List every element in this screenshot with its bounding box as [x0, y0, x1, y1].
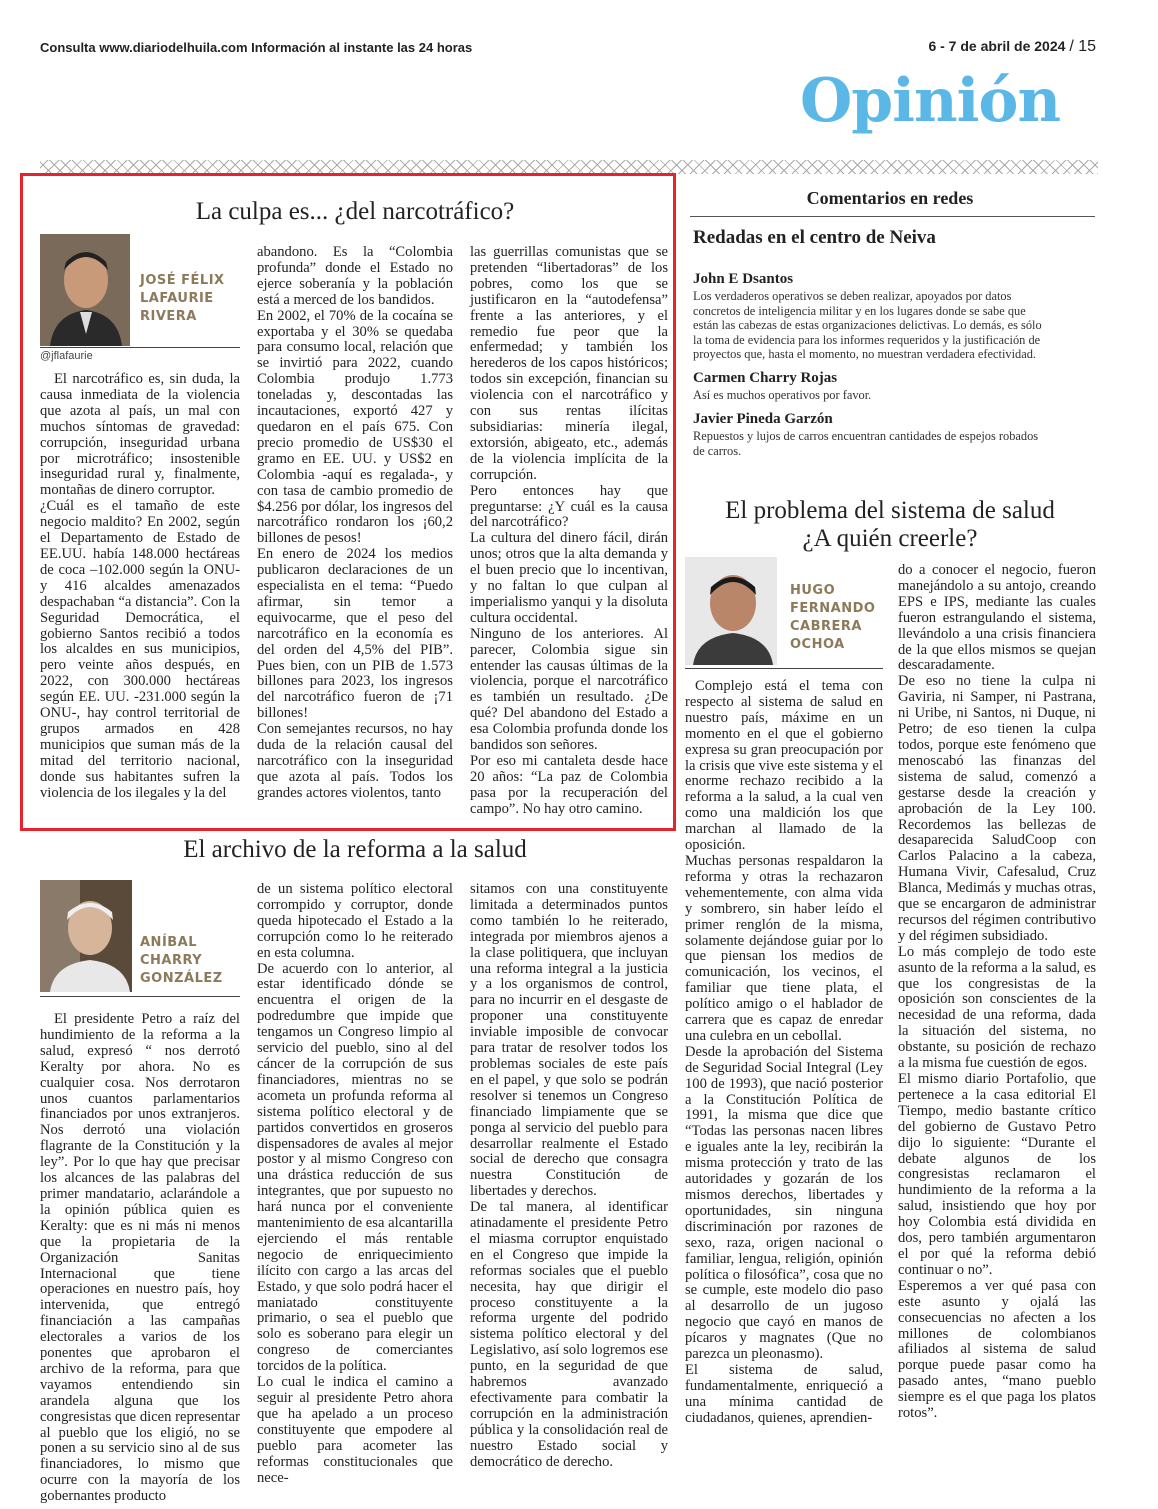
- article3-author: HUGO FERNANDO CABRERA OCHOA: [790, 583, 876, 652]
- section-title: Opinión: [800, 66, 1061, 136]
- divider: [690, 216, 1095, 217]
- divider: [40, 996, 240, 997]
- article3-title: El problema del sistema de salud ¿A quién creerle?: [725, 497, 1055, 552]
- comment-text: Repuestos y lujos de carros encuentran cantidades de espejos robados de carros.: [693, 429, 1039, 458]
- article2-title: El archivo de la reforma a la salud: [183, 836, 527, 863]
- article3-column-1: Complejo está el tema con respecto al sistema de salud en nuestro país, máxime en un momento en el que el gobierno expresa su gran preocupación por la crisis que vive este sistema y el enorme rechazo recibido a la reforma a la salud, a la cual ven como una maldición los que marchan al llamado de la oposición. Muchas personas respaldaron la reforma y otras la rechazaron vehementemente, con alma vida y sombrero, sin haber leído el primer renglón de la misma, solamente dejándose guiar por lo que piensan los medios de comunicación, los vecinos, el familiar que tiene plata, el político amigo o el hablador de carrera que es capaz de enredar una culebra en un cebollal. Desde la aprobación del Sistema de Seguridad Social Integral (Ley 100 de 1993), que nació posterior a la Constitución Política de 1991, la misma que dice que “Todas las personas nacen libres e iguales ante la ley, recibirán la misma protección y trato de las autoridades y gozarán de los mismos derechos, libertades y oportunidades, sin ninguna discriminación por razones de sexo, raza, origen nacional o familiar, lengua, religión, opinión política o filosófica”, cosa que no se cumple, este modelo dio paso al desarrollo de un jugoso negocio que cayó en manos de pícaros y magnates (Que no parezca un pleonasmo). El sistema de salud, fundamentalmente, enriqueció a una mínima cantidad de ciudadanos, quienes, aprendien-: [685, 678, 883, 1426]
- comment-author: John E Dsantos: [693, 271, 794, 287]
- article1-title: La culpa es... ¿del narcotráfico?: [195, 198, 515, 225]
- comment-text: Los verdaderos operativos se deben realizar, apoyados por datos concretos de inteligencia militar y en los lugares donde se sabe que están las cabezas de estas organizaciones delictivas. Lo demás, es sólo la toma de evidencia para los informes requeridos y la justificación de proyectos que, hasta el momento, no muestran verdadera efectividad.: [693, 289, 1042, 362]
- site-tagline: Consulta www.diariodelhuila.com Información al instante las 24 horas: [40, 40, 473, 55]
- decorative-band: [40, 160, 1098, 174]
- comments-headline: Redadas en el centro de Neiva: [693, 227, 936, 248]
- article3-column-2: do a conocer el negocio, fueron manejándolo a su antojo, creando EPS e IPS, mediante las cuales fueron estrangulando el sistema, llevándolo a una crisis financiera de la que ellos mismos se quejan descaradamente. De eso no tiene la culpa ni Gaviria, ni Samper, ni Pastrana, ni Uribe, ni Santos, ni Duque, ni Petro; de eso tienen la culpa todos, porque este fenómeno que menoscabó las finanzas del sistema de salud, comenzó a gestarse desde la creación y aprobación de la Ley 100. Recordemos las bellezas de desaparecida SaludCoop con Carlos Palacino a la cabeza, Humana Vivir, Cafesalud, Cruz Blanca, Medimás y muchas otras, que se encargaron de administrar recursos del régimen contributivo y del régimen subsidiado. Lo más complejo de todo este asunto de la reforma a la salud, es que los congresistas de la oposición son conscientes de la necesidad de una reforma, dada la situación del sistema, no obstante, su posición de rechazo a la misma fue cuestión de egos. El mismo diario Portafolio, que pertenece a la casa editorial El Tiempo, medio bastante crítico del gobierno de Gustavo Petro dijo lo siguiente: “Durante el debate algunos de los congresistas reclamaron el hundimiento de la reforma a la salud, insistiendo que hoy por hoy Colombia está dividida en dos, pero también argumentaron el por qué la reforma debió continuar o no”. Esperemos a ver qué pasa con este asunto y ojalá las consecuencias no afecten a los millones de colombianos afiliados al sistema de salud porque puede pasar como ha pasado antes, “mano pueblo siempre es el que paga los platos rotos”.: [898, 562, 1096, 1422]
- author-photo-lafaurie: [40, 234, 130, 346]
- comment-text: Así es muchos operativos por favor.: [693, 388, 872, 402]
- article2-column-1: El presidente Petro a raíz del hundimiento de la reforma a la salud, expresó “ nos derrotó Keralty por ahora. No es cualquier cosa. Nos derrotaron unos cuantos parlamentarios financiados por unos extranjeros. Nos derrotó una violación flagrante de la Constitución y la ley”. Por lo que hay que precisar los alcances de las palabras del primer mandatario, aclarándole a la opinión pública quien es Keralty: que es ni más ni menos que la propietaria de la Organización Sanitas Internacional que tiene operaciones en nuestro país, hoy intervenida, que entregó financiación a las campañas electorales a varios de los ponentes que aprobaron el archivo de la reforma, para que vayamos entendiendo sin arandela alguna que los congresistas que dicen representar al pueblo que los eligió, no se ponen a su servicio sino al de sus financiadores, lo mismo que ocurre con la mayoría de los gobernantes producto: [40, 1011, 240, 1505]
- article1-column-1: El narcotráfico es, sin duda, la causa inmediata de la violencia que azota al país, un mal con muchos síntomas de gravedad: corrupción, inseguridad urbana por microtráfico; insostenible inseguridad rural y, finalmente, montañas de dinero corruptor. ¿Cuál es el tamaño de este negocio maldito? En 2002, según el Departamento de Estado de EE.UU. había 148.000 hectáreas de coca –102.000 según la ONU- y 416 alcaldes amenazados despachaban “a distancia”. Con la Seguridad Democrática, el gobierno Santos recibió a todos los alcaldes en sus municipios, pero veinte años después, en 2022, con 300.000 hectáreas según EE. UU. -231.000 según la ONU-, hay control territorial de grupos armados en 428 municipios que suman más de la mitad del territorio nacional, donde sus habitantes sufren la violencia de los ilegales y la del: [40, 371, 240, 801]
- author-photo-charry: [40, 880, 132, 992]
- author-handle: @jflafaurie: [40, 350, 93, 362]
- comment-author: Javier Pineda Garzón: [693, 411, 833, 427]
- article1-column-3: las guerrillas comunistas que se pretenden “libertadoras” de los pobres, como los que se justificaron en la “autodefensa” frente a las anteriores, y el remedio fue peor que la enfermedad; y también los herederos de los capos históricos; todos sin excepción, financian su violencia con el narcotráfico y con sus rentas ilícitas subsidiarias: minería ilegal, extorsión, abigeato, etc., además de la violencia implícita de la corrupción. Pero entonces hay que preguntarse: ¿Y cuál es la causa del narcotráfico? La cultura del dinero fácil, dirán unos; otros que la alta demanda y el buen precio que lo incentivan, y no faltan lo que culpan al imperialismo yanqui y la disoluta cultura occidental. Ninguno de los anteriores. Al parecer, Colombia sigue sin entender las causas últimas de la violencia, porque el narcotráfico es también un resultado. ¿De qué? Del abandono del Estado a esa Colombia profunda donde los bandidos son señores. Por eso mi cantaleta desde hace 20 años: “La paz de Colombia pasa por la recuperación del campo”. No hay otro camino.: [470, 244, 668, 817]
- article2-column-3: sitamos con una constituyente limitada a determinados puntos como también lo he reiterado, integrada por miembros ajenos a la clase politiquera, que incluyan una reforma integral a la justicia y a los organismos de control, para no incurrir en el desgaste de proponer una constituyente inviable imposible de convocar para tratar de resolver todos los problemas sociales de este país en el papel, y que solo se podrán resolver si tenemos un Congreso financiado limpiamente que se ponga al servicio del pueblo para desarrollar realmente el Estado social de derecho que consagra nuestra Constitución de libertades y derechos. De tal manera, al identificar atinadamente el presidente Petro el miasma corruptor enquistado en el Congreso que impide la reformas sociales que el pueblo necesita, hay que dirigir el proceso constituyente a la reforma urgente del podrido sistema político electoral y del Legislativo, así solo logremos ese punto, en la seguridad de que habremos avanzado efectivamente para combatir la corrupción en la administración pública y la consolidación real de nuestro Estado social y democrático de derecho.: [470, 881, 668, 1470]
- comments-section-title: Comentarios en redes: [806, 188, 974, 208]
- article1-column-2: abandono. Es la “Colombia profunda” donde el Estado no ejerce soberanía y la población está a merced de los bandidos. En 2002, el 70% de la cocaína se exportaba y el 30% se quedaba para consumo local, relación que se invirtió para 2022, cuando Colombia produjo 1.773 toneladas y, descontadas las incautaciones, exportó 427 y quedaron en el país 675. Con precio promedio de US$30 el gramo en EE. UU. y US$2 en Colombia -aquí es regalada-, y con tasa de cambio promedio de $4.256 por dólar, los ingresos del narcotráfico rondaron los ¡60,2 billones de pesos! En enero de 2024 los medios publicaron declaraciones de un especialista en el tema: “Puedo afirmar, sin temor a equivocarme, que el peso del narcotráfico en la economía es del orden del 4,5% del PIB”. Pues bien, con un PIB de 1.573 billones para 2023, los ingresos del narcotráfico fueron de ¡71 billones! Con semejantes recursos, no hay duda de la relación causal del narcotráfico con la inseguridad que azota al país. Todos los grandes actores violentos, tanto: [257, 244, 453, 801]
- article1-author: JOSÉ FÉLIX LAFAURIE RIVERA: [140, 273, 225, 324]
- date-text: 6 - 7 de abril de 2024: [928, 38, 1066, 54]
- issue-date: [928, 38, 1096, 56]
- article2-column-2: de un sistema político electoral corrompido y corruptor, donde queda hipotecado el Estado a la corrupción como lo he reiterado en esta columna. De acuerdo con lo anterior, al estar identificado dónde se encuentra el origen de la podredumbre que impide que tengamos un Congreso limpio al servicio del pueblo, sino al del cáncer de la corrupción de sus financiadores, mientras no se acometa un profunda reforma al sistema político electoral y de partidos convertidos en groseros dispensadores de avales al mejor postor y al mismo Congreso con una drástica reducción de sus integrantes, que por supuesto no hará nunca por el conveniente mantenimiento de esa alcantarilla ejerciendo el más rentable negocio de enriquecimiento ilícito con cargo a las arcas del Estado, y que solo podrá hacer el maniatado constituyente primario, o sea el pueblo que solo es soberano para elegir un congreso de comerciantes torcidos de la política. Lo cual le indica el camino a seguir al presidente Petro ahora que ha apelado a un proceso constituyente que empodere al pueblo para acometer las reformas constitucionales que nece-: [257, 881, 453, 1486]
- divider: [685, 668, 883, 669]
- comment-author: Carmen Charry Rojas: [693, 370, 838, 386]
- author-photo-cabrera: [685, 557, 777, 665]
- divider: [40, 347, 240, 348]
- page-number: / 15: [1069, 38, 1096, 55]
- article2-author: ANÍBAL CHARRY GONZÁLEZ: [140, 935, 223, 986]
